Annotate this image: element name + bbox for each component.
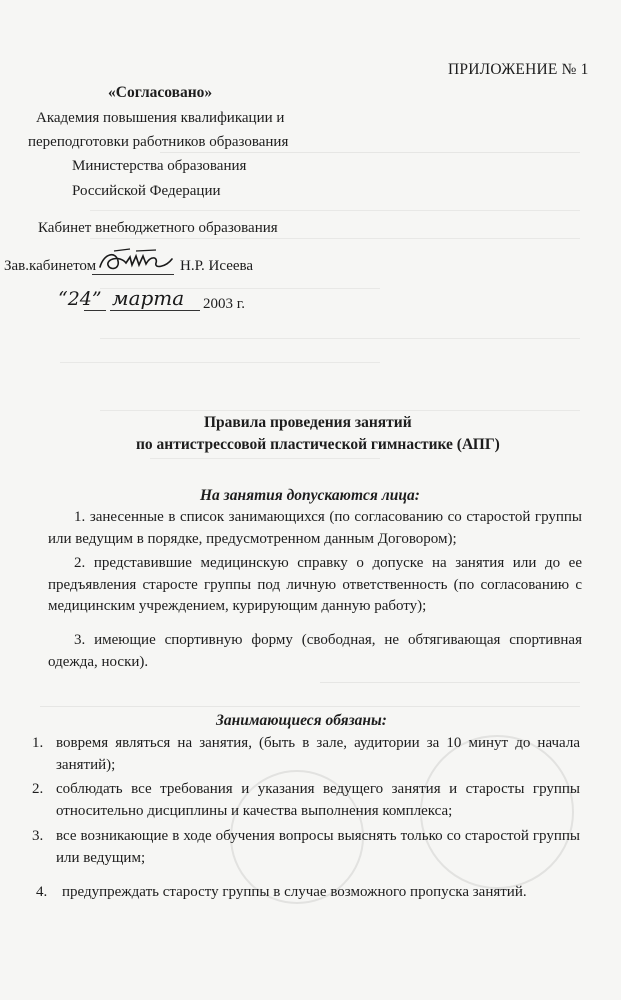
admitted-item-2: 2. представившие медицинскую справку о допуске на занятия или до ее предъявления старосте группы под личную ответственность (по согласованию с медицинским учреждением, курирующим данную работу);: [48, 555, 582, 614]
head-name: Н.Р. Исеева: [180, 258, 254, 274]
org-line-3: Министерства образования: [72, 158, 247, 174]
date-day: “24”: [58, 288, 102, 310]
obligation-text: вовремя являться на занятия, (быть в зале, аудитории за 10 минут до начала занятий);: [56, 735, 580, 773]
org-line-1: Академия повышения квалификации и: [36, 110, 285, 126]
agreed-heading: «Согласовано»: [108, 84, 213, 101]
date-year: 2003 г.: [203, 296, 245, 312]
date-month-line: [110, 310, 200, 311]
date-day-line: [84, 310, 106, 311]
handwritten-signature: [96, 247, 176, 277]
obligation-text: соблюдать все требования и указания ведущего занятия и старосты группы относительно дисциплины и качества выполнения комплекса;: [56, 781, 580, 819]
obligations-heading: Занимающиеся обязаны:: [216, 712, 387, 729]
document-title-line-2: по антистрессовой пластической гимнастике (АПГ): [136, 436, 500, 453]
org-line-4: Российской Федерации: [72, 183, 221, 199]
admitted-item-3: 3. имеющие спортивную форму (свободная, не обтягивающая спортивная одежда, носки).: [48, 632, 582, 670]
admitted-heading: На занятия допускаются лица:: [200, 487, 420, 504]
date-month: марта: [112, 286, 185, 310]
head-label: Зав.кабинетом: [4, 258, 97, 274]
admitted-item-1: 1. занесенные в список занимающихся (по согласованию со старостой группы или ведущим в порядке, предусмотренном данным Договором);: [48, 509, 582, 547]
obligation-number: 2.: [32, 781, 44, 797]
document-title-line-1: Правила проведения занятий: [204, 414, 412, 431]
obligation-number: 3.: [32, 828, 44, 844]
obligation-number: 1.: [32, 735, 44, 751]
org-line-2: переподготовки работников образования: [28, 134, 289, 150]
appendix-label: ПРИЛОЖЕНИЕ № 1: [448, 61, 589, 78]
obligation-text: предупреждать старосту группы в случае возможного пропуска занятий.: [62, 884, 527, 900]
cabinet-name: Кабинет внебюджетного образования: [38, 220, 278, 236]
obligation-number: 4.: [36, 884, 48, 900]
obligation-text: все возникающие в ходе обучения вопросы выяснять только со старостой группы или ведущим;: [56, 828, 580, 866]
